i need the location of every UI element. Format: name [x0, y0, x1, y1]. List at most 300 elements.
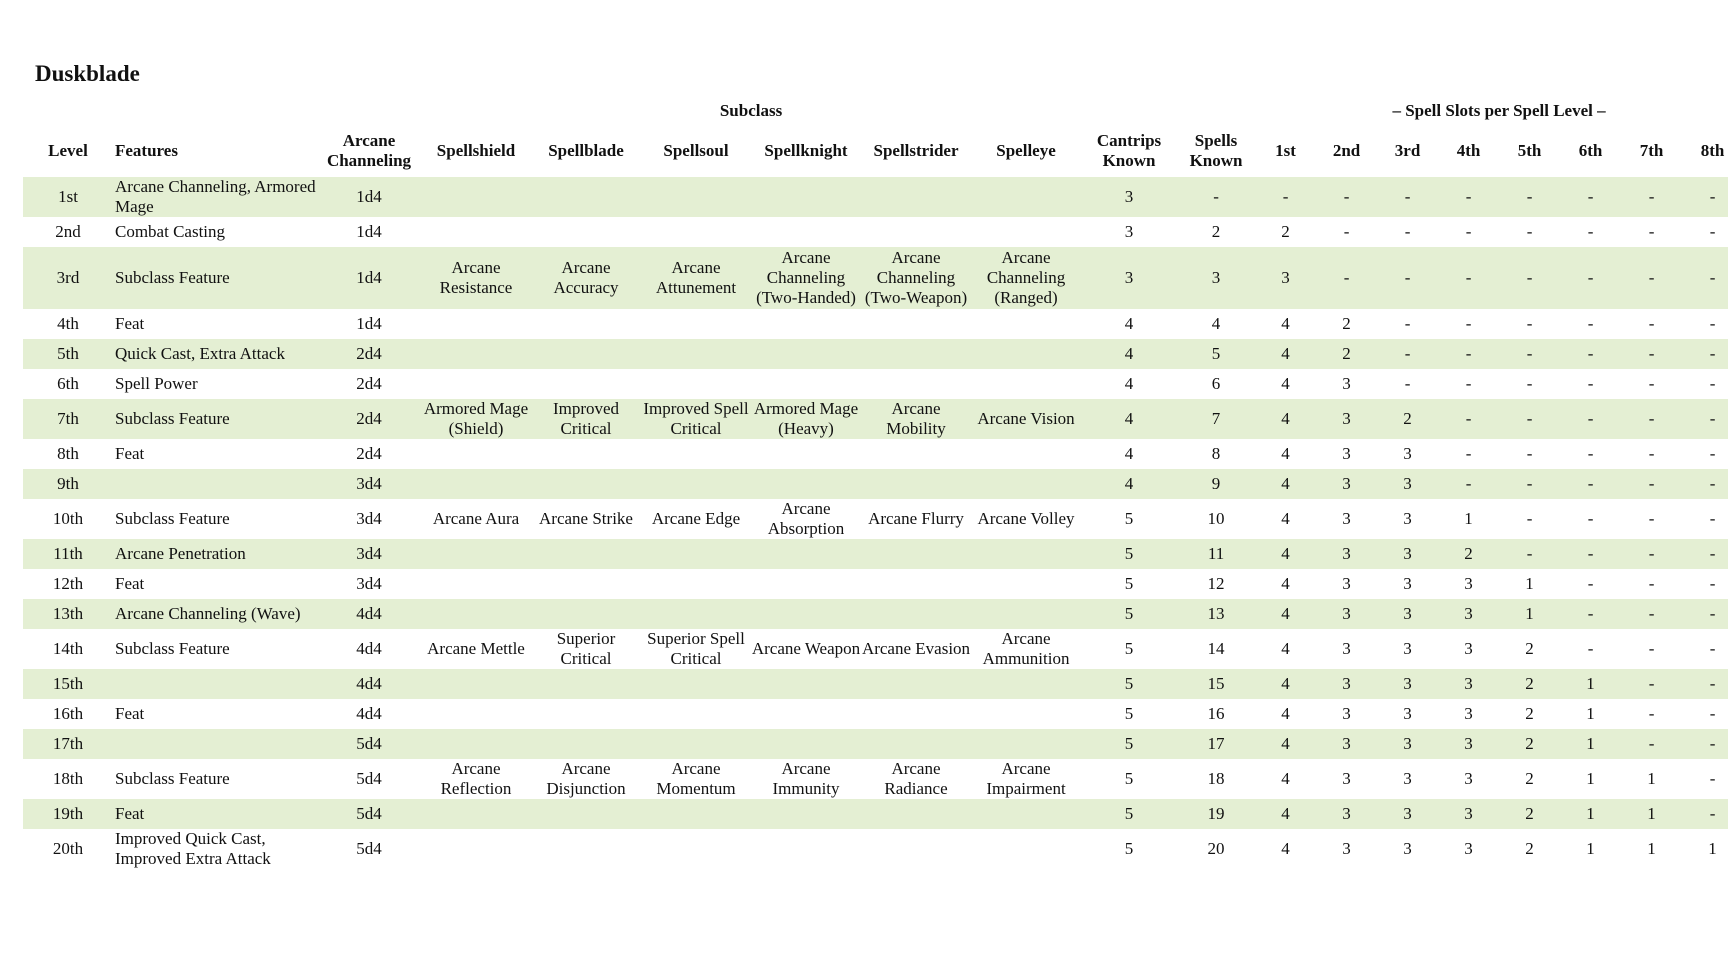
slot-7th-cell: -	[1648, 474, 1655, 493]
features-cell: Spell Power	[115, 374, 198, 393]
slot-1st-cell: 4	[1281, 544, 1290, 563]
slot-4th-cell: 1	[1464, 509, 1473, 528]
spellknight-cell: Arcane Absorption	[767, 499, 845, 538]
slot-2nd-cell: 3	[1342, 734, 1351, 753]
level-cell: 8th	[57, 444, 79, 463]
spellshield-cell: Armored Mage (Shield)	[423, 399, 529, 438]
spellstrider-header: Spellstrider	[873, 140, 959, 160]
slot-6th-cell: 1	[1586, 674, 1595, 693]
slot-8th-cell: -	[1709, 374, 1716, 393]
level-cell: 4th	[57, 314, 79, 333]
arcane-channeling-cell: 1d4	[356, 268, 382, 287]
arcane-channeling-header: Arcane Channeling	[326, 130, 412, 170]
slot-1st-cell: 4	[1281, 444, 1290, 463]
slot-8th-cell: -	[1709, 268, 1716, 287]
features-cell: Feat	[115, 314, 145, 333]
spellsoul-cell	[641, 669, 751, 699]
spells-known-cell: 13	[1207, 604, 1225, 623]
slot-5th-cell: -	[1526, 222, 1533, 241]
spellstrider-cell	[861, 439, 971, 469]
level-cell: 18th	[52, 769, 84, 788]
slot-3rd-cell: -	[1404, 314, 1411, 333]
spellsoul-cell	[641, 699, 751, 729]
slot-7th-cell: 1	[1647, 769, 1656, 788]
spelleye-cell	[971, 217, 1081, 247]
slot-8th-cell: -	[1709, 639, 1716, 658]
spell-slots-group-header: – Spell Slots per Spell Level –	[1392, 101, 1606, 120]
spellstrider-cell	[861, 309, 971, 339]
spelleye-cell	[971, 539, 1081, 569]
spells-known-cell: 16	[1207, 704, 1225, 723]
features-cell: Subclass Feature	[115, 509, 230, 528]
spellsoul-cell	[641, 569, 751, 599]
features-cell: Arcane Penetration	[115, 544, 246, 563]
slot-8th-cell: -	[1709, 314, 1716, 333]
spelleye-cell	[971, 339, 1081, 369]
spellsoul-cell	[641, 729, 751, 759]
spellshield-cell	[421, 309, 531, 339]
spellknight-cell	[751, 569, 861, 599]
slot-1st-cell: 3	[1281, 268, 1290, 287]
column-group-row	[23, 98, 1728, 124]
slot-2nd-cell: 3	[1342, 544, 1351, 563]
class-progression-table	[23, 98, 1728, 869]
spellstrider-cell	[861, 729, 971, 759]
features-cell: Feat	[115, 444, 145, 463]
table-row	[23, 217, 1728, 247]
features-cell: Feat	[115, 804, 145, 823]
slot-8th-cell: -	[1709, 544, 1716, 563]
spellshield-cell	[421, 799, 531, 829]
cantrips-known-cell: 4	[1124, 344, 1134, 363]
slot-6th-cell: -	[1587, 409, 1594, 428]
spellknight-cell	[751, 369, 861, 399]
spellsoul-cell: Improved Spell Critical	[643, 399, 749, 438]
slot-2nd-cell: 3	[1342, 769, 1351, 788]
cantrips-known-cell: 5	[1124, 674, 1134, 693]
slot-7th-cell: -	[1648, 734, 1655, 753]
slot-4th-cell: -	[1465, 222, 1472, 241]
spells-known-cell: 3	[1211, 268, 1221, 287]
slot-1st-cell: 4	[1281, 604, 1290, 623]
slot-5th-cell: -	[1526, 344, 1533, 363]
slot-5th-cell: 2	[1525, 804, 1534, 823]
slot-4th-cell: -	[1465, 187, 1472, 206]
spellblade-cell	[531, 469, 641, 499]
spelleye-cell	[971, 177, 1081, 217]
spellknight-cell: Arcane Weapon	[751, 639, 861, 658]
slot-6th-cell: -	[1587, 222, 1594, 241]
level-cell: 15th	[52, 674, 84, 693]
slot-7th-cell: -	[1648, 704, 1655, 723]
slot-1st-cell: 4	[1281, 574, 1290, 593]
spellblade-cell: Arcane Strike	[539, 509, 633, 528]
spellstrider-cell	[861, 177, 971, 217]
cantrips-known-cell: 5	[1124, 734, 1134, 753]
slot-8th-cell: -	[1709, 222, 1716, 241]
features-cell: Subclass Feature	[115, 409, 230, 428]
spells-known-cell: 12	[1207, 574, 1225, 593]
spellshield-cell	[421, 217, 531, 247]
spellstrider-cell: Arcane Flurry	[868, 509, 964, 528]
slot-5th-cell: -	[1526, 374, 1533, 393]
slot-2nd-cell: 3	[1342, 444, 1351, 463]
spellsoul-cell	[641, 309, 751, 339]
spelleye-cell: Arcane Ammunition	[982, 629, 1070, 668]
spellblade-cell	[531, 339, 641, 369]
slot-1st-cell: 4	[1281, 474, 1290, 493]
slot-5th-cell: -	[1526, 544, 1533, 563]
slot-8th-cell: -	[1709, 409, 1716, 428]
spellsoul-cell	[641, 177, 751, 217]
features-cell: Combat Casting	[115, 222, 226, 241]
level-cell: 20th	[52, 839, 84, 858]
slot-1st-cell: 4	[1281, 409, 1290, 428]
spellknight-cell	[751, 439, 861, 469]
slot-4th-cell: -	[1465, 374, 1472, 393]
spellsoul-cell	[641, 339, 751, 369]
cantrips-known-cell: 5	[1124, 769, 1134, 788]
cantrips-known-cell: 5	[1124, 509, 1134, 528]
slot-6th-cell: -	[1587, 268, 1594, 287]
slot-6th-cell: -	[1587, 374, 1594, 393]
spellshield-header: Spellshield	[436, 140, 516, 160]
spells-known-cell: 6	[1211, 374, 1221, 393]
spellknight-cell	[751, 699, 861, 729]
spelleye-cell: Arcane Impairment	[986, 759, 1066, 798]
arcane-channeling-cell: 3d4	[356, 474, 382, 493]
spelleye-header: Spelleye	[996, 140, 1056, 160]
spellstrider-cell	[861, 339, 971, 369]
slot-4th-cell: 3	[1464, 839, 1473, 858]
slot-4th-cell: 3	[1464, 604, 1473, 623]
level-cell: 2nd	[55, 222, 81, 241]
slot-2nd-cell: 2	[1342, 344, 1351, 363]
spellsoul-cell	[641, 599, 751, 629]
slot-7th-cell: -	[1648, 674, 1655, 693]
slot-3rd-cell: -	[1404, 222, 1411, 241]
spelleye-cell	[971, 799, 1081, 829]
arcane-channeling-cell: 3d4	[356, 509, 382, 528]
arcane-channeling-cell: 5d4	[356, 839, 382, 858]
spellshield-cell	[421, 669, 531, 699]
table-row	[23, 599, 1728, 629]
spellknight-cell	[751, 729, 861, 759]
slot-2nd-cell: 3	[1342, 674, 1351, 693]
slot-2nd-cell: 3	[1342, 574, 1351, 593]
slot-6th-cell: -	[1587, 544, 1594, 563]
slot-7th-cell: -	[1648, 509, 1655, 528]
spellsoul-cell	[641, 369, 751, 399]
features-header: Features	[115, 140, 178, 160]
slot-4th-header: 4th	[1456, 140, 1481, 160]
slot-5th-cell: -	[1526, 509, 1533, 528]
spellknight-cell	[751, 309, 861, 339]
cantrips-known-cell: 5	[1124, 639, 1134, 658]
spells-known-cell: 9	[1211, 474, 1221, 493]
slot-3rd-cell: 3	[1403, 444, 1412, 463]
level-cell: 13th	[52, 604, 84, 623]
slot-1st-header: 1st	[1275, 140, 1296, 160]
cantrips-known-cell: 4	[1124, 374, 1134, 393]
slot-3rd-cell: 3	[1403, 574, 1412, 593]
spellshield-cell	[421, 369, 531, 399]
slot-4th-cell: 3	[1464, 704, 1473, 723]
cantrips-known-cell: 5	[1124, 604, 1134, 623]
spells-known-cell: 8	[1211, 444, 1221, 463]
page-title: Duskblade	[35, 61, 140, 86]
spelleye-cell	[971, 469, 1081, 499]
slot-7th-cell: -	[1648, 574, 1655, 593]
slot-7th-cell: -	[1648, 314, 1655, 333]
slot-3rd-cell: 3	[1403, 804, 1412, 823]
spellshield-cell	[421, 599, 531, 629]
slot-3rd-cell: -	[1404, 187, 1411, 206]
table-row	[23, 469, 1728, 499]
slot-2nd-cell: 3	[1342, 639, 1351, 658]
features-cell: Subclass Feature	[115, 769, 230, 788]
arcane-channeling-cell: 2d4	[356, 344, 382, 363]
level-header: Level	[48, 140, 88, 160]
spellstrider-cell	[861, 669, 971, 699]
features-cell	[113, 669, 317, 699]
arcane-channeling-cell: 3d4	[356, 544, 382, 563]
spellshield-cell: Arcane Aura	[432, 509, 520, 528]
features-cell: Feat	[115, 574, 145, 593]
table-body	[23, 177, 1728, 869]
table-row	[23, 759, 1728, 799]
slot-1st-cell: 2	[1281, 222, 1290, 241]
slot-6th-cell: 1	[1586, 769, 1595, 788]
spellsoul-cell: Arcane Edge	[651, 509, 741, 528]
spellblade-cell	[531, 669, 641, 699]
slot-8th-cell: -	[1709, 734, 1716, 753]
table-row	[23, 399, 1728, 439]
spellstrider-cell	[861, 799, 971, 829]
spellblade-cell: Arcane Accuracy	[553, 258, 619, 297]
slot-3rd-cell: 3	[1403, 639, 1412, 658]
spellsoul-cell	[641, 799, 751, 829]
features-cell: Quick Cast, Extra Attack	[115, 344, 285, 363]
spellblade-cell	[531, 369, 641, 399]
spellstrider-cell: Arcane Radiance	[884, 759, 948, 798]
table-row	[23, 309, 1728, 339]
arcane-channeling-cell: 1d4	[356, 187, 382, 206]
spells-known-cell: 18	[1207, 769, 1225, 788]
spellsoul-cell: Arcane Momentum	[656, 759, 736, 798]
table-row	[23, 729, 1728, 759]
slot-8th-header: 8th	[1700, 140, 1725, 160]
slot-2nd-header: 2nd	[1332, 140, 1361, 160]
slot-3rd-cell: -	[1404, 374, 1411, 393]
spellknight-cell: Arcane Immunity	[772, 759, 840, 798]
spelleye-cell: Arcane Vision	[977, 409, 1075, 428]
slot-2nd-cell: 3	[1342, 804, 1351, 823]
slot-4th-cell: 3	[1464, 804, 1473, 823]
spelleye-cell	[971, 439, 1081, 469]
cantrips-known-cell: 4	[1124, 474, 1134, 493]
slot-7th-header: 7th	[1639, 140, 1664, 160]
cantrips-known-cell: 5	[1124, 704, 1134, 723]
slot-5th-cell: -	[1526, 187, 1533, 206]
slot-4th-cell: 3	[1464, 674, 1473, 693]
spellblade-cell	[531, 599, 641, 629]
slot-2nd-cell: 3	[1342, 374, 1351, 393]
spells-known-cell: -	[1213, 187, 1219, 206]
table-row	[23, 539, 1728, 569]
features-cell: Subclass Feature	[115, 268, 230, 287]
features-cell: Arcane Channeling (Wave)	[115, 604, 301, 623]
spellshield-cell	[421, 177, 531, 217]
slot-3rd-cell: -	[1404, 268, 1411, 287]
slot-4th-cell: 2	[1464, 544, 1473, 563]
spellblade-cell	[531, 829, 641, 869]
spellblade-cell: Arcane Disjunction	[546, 759, 626, 798]
spells-known-cell: 10	[1207, 509, 1225, 528]
slot-1st-cell: 4	[1281, 314, 1290, 333]
table-row	[23, 339, 1728, 369]
spellblade-cell: Improved Critical	[552, 399, 620, 438]
slot-2nd-cell: 3	[1342, 474, 1351, 493]
spellstrider-cell	[861, 569, 971, 599]
slot-2nd-cell: 3	[1342, 409, 1351, 428]
slot-6th-cell: -	[1587, 509, 1594, 528]
spellstrider-cell	[861, 829, 971, 869]
level-cell: 1st	[58, 187, 78, 206]
spellstrider-cell: Arcane Mobility	[886, 399, 946, 438]
spellshield-cell	[421, 699, 531, 729]
slot-7th-cell: -	[1648, 268, 1655, 287]
cantrips-known-cell: 4	[1124, 409, 1134, 428]
slot-6th-cell: 1	[1586, 704, 1595, 723]
cantrips-known-cell: 3	[1124, 187, 1134, 206]
slot-6th-cell: -	[1587, 344, 1594, 363]
slot-6th-cell: -	[1587, 574, 1594, 593]
spells-known-cell: 15	[1207, 674, 1225, 693]
arcane-channeling-cell: 1d4	[356, 222, 382, 241]
slot-5th-cell: 2	[1525, 639, 1534, 658]
slot-1st-cell: 4	[1281, 704, 1290, 723]
slot-5th-cell: 2	[1525, 674, 1534, 693]
table-row	[23, 369, 1728, 399]
spelleye-cell: Arcane Channeling (Ranged)	[986, 248, 1066, 307]
slot-3rd-cell: 3	[1403, 839, 1412, 858]
level-cell: 7th	[57, 409, 79, 428]
slot-1st-cell: 4	[1281, 804, 1290, 823]
slot-7th-cell: 1	[1647, 839, 1656, 858]
arcane-channeling-cell: 2d4	[356, 444, 382, 463]
spelleye-cell: Arcane Volley	[977, 509, 1075, 528]
spellblade-cell	[531, 699, 641, 729]
level-cell: 12th	[52, 574, 84, 593]
spellblade-cell	[531, 309, 641, 339]
slot-3rd-cell: 3	[1403, 769, 1412, 788]
slot-7th-cell: -	[1648, 222, 1655, 241]
table-row	[23, 247, 1728, 309]
cantrips-known-cell: 3	[1124, 222, 1134, 241]
slot-4th-cell: -	[1465, 314, 1472, 333]
slot-6th-cell: -	[1587, 639, 1594, 658]
spells-known-cell: 5	[1211, 344, 1221, 363]
slot-1st-cell: 4	[1281, 639, 1290, 658]
spellstrider-cell	[861, 539, 971, 569]
spelleye-cell	[971, 569, 1081, 599]
slot-8th-cell: -	[1709, 769, 1716, 788]
table-row	[23, 829, 1728, 869]
spellshield-cell	[421, 829, 531, 869]
slot-4th-cell: -	[1465, 474, 1472, 493]
slot-4th-cell: -	[1465, 409, 1472, 428]
spells-known-cell: 4	[1211, 314, 1221, 333]
slot-4th-cell: 3	[1464, 769, 1473, 788]
slot-3rd-cell: 3	[1403, 509, 1412, 528]
slot-4th-cell: 3	[1464, 734, 1473, 753]
arcane-channeling-cell: 1d4	[356, 314, 382, 333]
arcane-channeling-cell: 2d4	[356, 374, 382, 393]
cantrips-known-cell: 4	[1124, 314, 1134, 333]
slot-1st-cell: 4	[1281, 509, 1290, 528]
slot-3rd-cell: -	[1404, 344, 1411, 363]
cantrips-known-cell: 5	[1124, 839, 1134, 858]
features-cell: Improved Quick Cast, Improved Extra Attack	[115, 829, 271, 868]
spellshield-cell	[421, 569, 531, 599]
slot-3rd-cell: 3	[1403, 474, 1412, 493]
slot-1st-cell: 4	[1281, 374, 1290, 393]
spells-known-cell: 20	[1207, 839, 1225, 858]
slot-4th-cell: -	[1465, 444, 1472, 463]
spellshield-cell	[421, 469, 531, 499]
features-cell	[113, 729, 317, 759]
arcane-channeling-cell: 4d4	[356, 674, 382, 693]
level-cell: 19th	[52, 804, 84, 823]
slot-6th-cell: -	[1587, 604, 1594, 623]
slot-2nd-cell: 3	[1342, 604, 1351, 623]
cantrips-known-header: Cantrips Known	[1096, 130, 1162, 170]
slot-8th-cell: -	[1709, 704, 1716, 723]
slot-5th-cell: -	[1526, 268, 1533, 287]
arcane-channeling-cell: 4d4	[356, 704, 382, 723]
arcane-channeling-cell: 3d4	[356, 574, 382, 593]
slot-5th-cell: -	[1526, 444, 1533, 463]
table-row	[23, 439, 1728, 469]
spellshield-cell	[421, 439, 531, 469]
slot-2nd-cell: -	[1343, 222, 1350, 241]
arcane-channeling-cell: 4d4	[356, 604, 382, 623]
slot-7th-cell: -	[1648, 374, 1655, 393]
slot-2nd-cell: 3	[1342, 704, 1351, 723]
slot-1st-cell: 4	[1281, 839, 1290, 858]
spellblade-cell: Superior Critical	[556, 629, 616, 668]
table-row	[23, 569, 1728, 599]
arcane-channeling-cell: 2d4	[356, 409, 382, 428]
spellknight-cell: Armored Mage (Heavy)	[753, 399, 859, 438]
features-cell: Feat	[115, 704, 145, 723]
spellknight-cell: Arcane Channeling (Two-Handed)	[756, 248, 856, 307]
level-cell: 14th	[52, 639, 84, 658]
spellshield-cell	[421, 539, 531, 569]
features-cell: Subclass Feature	[115, 639, 230, 658]
spellstrider-cell	[861, 699, 971, 729]
slot-3rd-cell: 3	[1403, 674, 1412, 693]
spellsoul-cell: Superior Spell Critical	[647, 629, 745, 668]
spellshield-cell: Arcane Mettle	[427, 639, 525, 658]
level-cell: 6th	[57, 374, 79, 393]
spellsoul-cell: Arcane Attunement	[655, 258, 737, 297]
spellknight-cell	[751, 339, 861, 369]
level-cell: 3rd	[56, 268, 80, 287]
spellblade-cell	[531, 217, 641, 247]
table-row	[23, 629, 1728, 669]
